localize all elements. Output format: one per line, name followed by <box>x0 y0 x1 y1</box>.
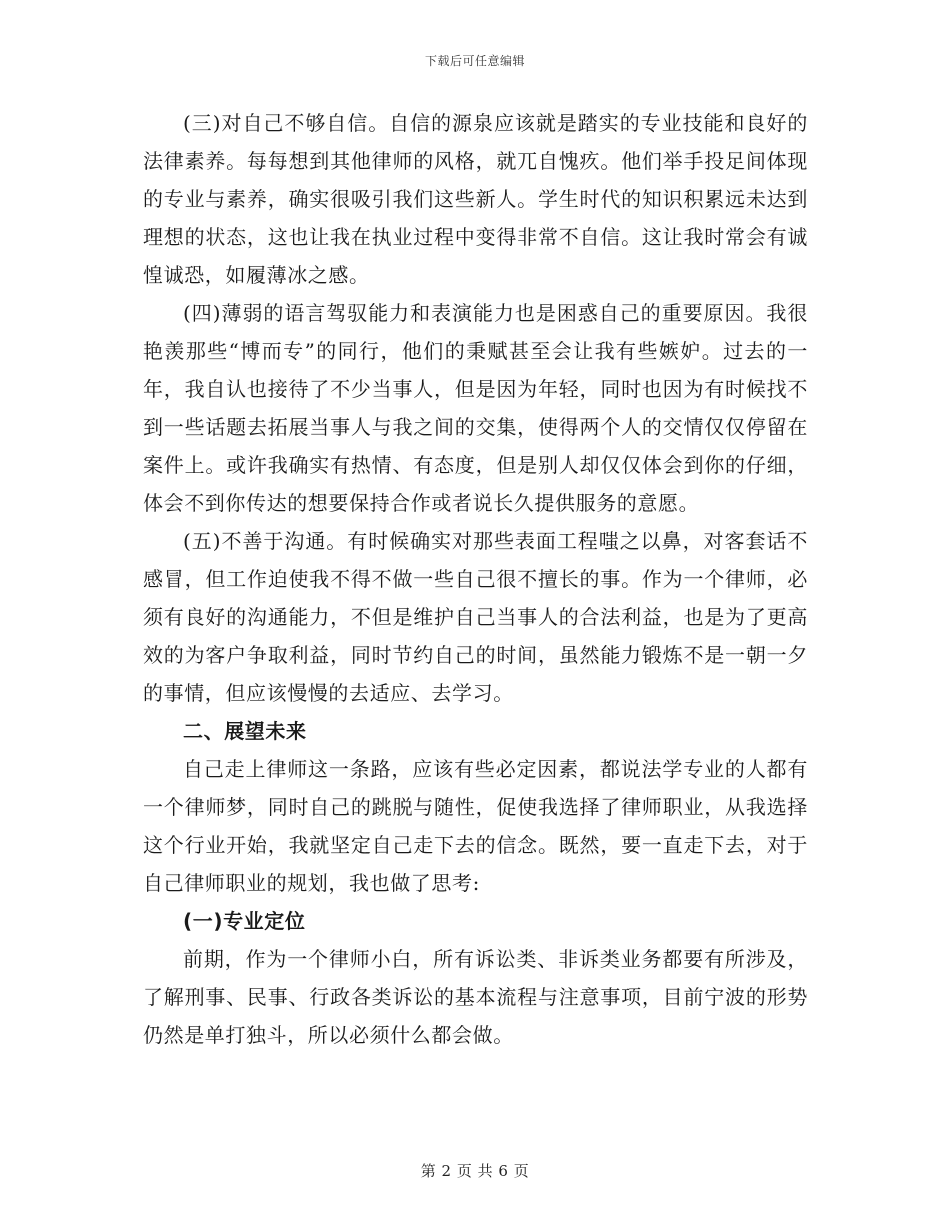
document-body <box>143 104 808 1054</box>
paragraph-language-ability: (四)薄弱的语言驾驭能力和表演能力也是困惑自己的重要原因。我很艳羡那些“博而专”的同行，他们的秉赋甚至会让我有些嫉妒。过去的一年，我自认也接待了不少当事人，但是因为年轻，同时也因为有时候找不到一些话题去拓展当事人与我之间的交集，使得两个人的交情仅仅停留在案件上。或许我确实有热情、有态度，但是别人却仅仅体会到你的仔细，体会不到你传达的想要保持合作或者说长久提供服务的意愿。 <box>143 301 808 515</box>
paragraph-career-choice: 自己走上律师这一条路，应该有些必定因素，都说法学专业的人都有一个律师梦，同时自己的跳脱与随性，促使我选择了律师职业，从我选择这个行业开始，我就坚定自己走下去的信念。既然，要一直走下去，对于自己律师职业的规划，我也做了思考: <box>143 757 808 895</box>
paragraph-self-confidence: (三)对自己不够自信。自信的源泉应该就是踏实的专业技能和良好的法律素养。每每想到其他律师的风格，就兀自愧疚。他们举手投足间体现的专业与素养，确实很吸引我们这些新人。学生时代的知识积累远未达到理想的状态，这也让我在执业过程中变得非常不自信。这让我时常会有诚惶诚恐，如履薄冰之感。 <box>143 111 808 287</box>
paragraph-communication: (五)不善于沟通。有时候确实对那些表面工程嗤之以鼻，对客套话不感冒，但工作迫使我不得不做一些自己很不擅长的事。作为一个律师，必须有良好的沟通能力，不但是维护自己当事人的合法利益，也是为了更高效的为客户争取利益，同时节约自己的时间，虽然能力锻炼不是一朝一夕的事情，但应该慢慢的去适应、去学习。 <box>143 529 808 705</box>
subheading-professional-positioning: (一)专业定位 <box>183 909 306 933</box>
section-heading-outlook: 二、展望未来 <box>183 719 307 743</box>
page-number: 第 2 页 共 6 页 <box>420 1162 530 1180</box>
page-header: 下载后可任意编辑 <box>424 54 525 68</box>
paragraph-early-stage: 前期，作为一个律师小白，所有诉讼类、非诉类业务都要有所涉及，了解刑事、民事、行政各类诉讼的基本流程与注意事项，目前宁波的形势仍然是单打独斗，所以必须什么都会做。 <box>143 947 808 1047</box>
